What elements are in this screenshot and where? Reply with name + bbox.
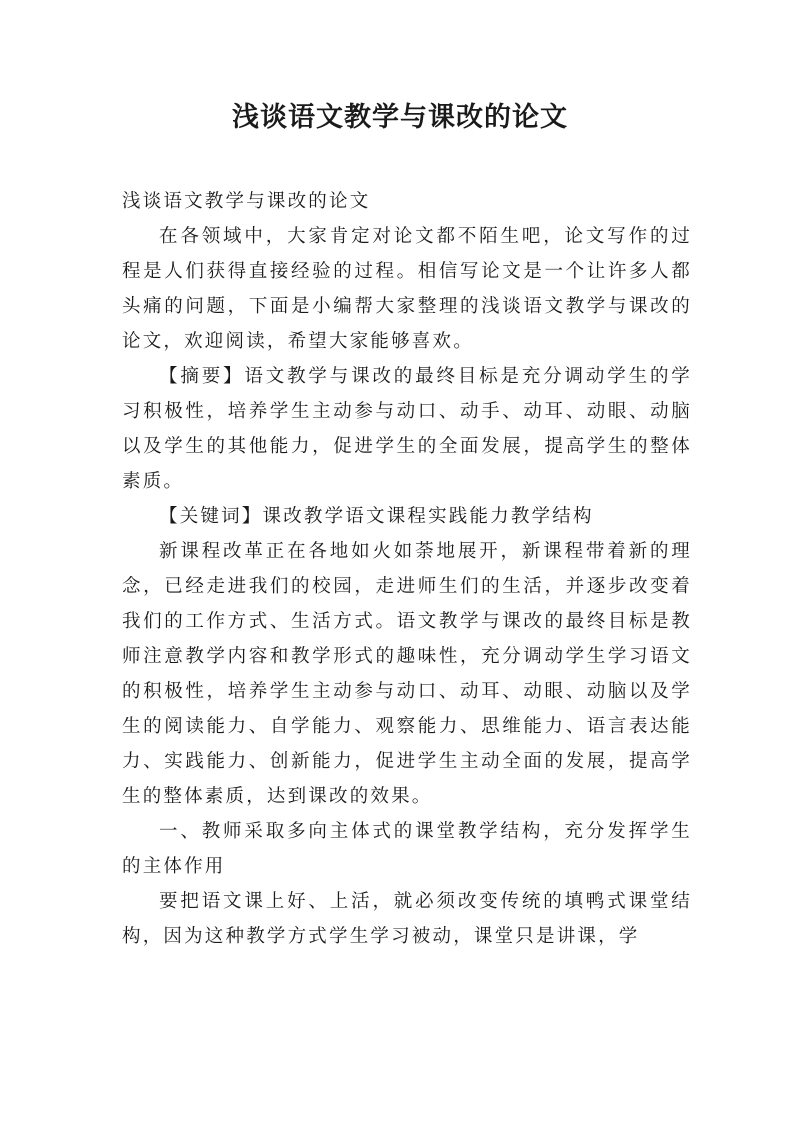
abstract-paragraph: 【摘要】语文教学与课改的最终目标是充分调动学生的学习积极性，培养学生主动参与动口、动手、动耳、动眼、动脑以及学生的其他能力，促进学生的全面发展，提高学生的整体素质。 <box>122 366 692 492</box>
intro-paragraph: 在各领域中，大家肯定对论文都不陌生吧，论文写作的过程是人们获得直接经验的过程。相信写论文是一个让许多人都头痛的问题，下面是小编帮大家整理的浅谈语文教学与课改的论文，欢迎阅读，希望大家能够喜欢。 <box>122 226 692 352</box>
document-body <box>122 184 692 954</box>
section-heading-paragraph: 一、教师采取多向主体式的课堂教学结构，充分发挥学生的主体作用 <box>122 821 692 877</box>
subtitle-paragraph: 浅谈语文教学与课改的论文 <box>122 191 371 212</box>
document-title: 浅谈语文教学与课改的论文 <box>232 102 568 133</box>
body-paragraph: 要把语文课上好、上活，就必须改变传统的填鸭式课堂结构，因为这种教学方式学生学习被动，课堂只是讲课，学 <box>122 891 692 947</box>
keywords-paragraph: 【关键词】课改教学语文课程实践能力教学结构 <box>159 506 594 527</box>
body-paragraph: 新课程改革正在各地如火如荼地展开，新课程带着新的理念，已经走进我们的校园，走进师生们的生活，并逐步改变着我们的工作方式、生活方式。语文教学与课改的最终目标是教师注意教学内容和教学形式的趣味性，充分调动学生学习语文的积极性，培养学生主动参与动口、动耳、动眼、动脑以及学生的阅读能力、自学能力、观察能力、思维能力、语言表达能力、实践能力、创新能力，促进学生主动全面的发展，提高学生的整体素质，达到课改的效果。 <box>122 541 692 807</box>
